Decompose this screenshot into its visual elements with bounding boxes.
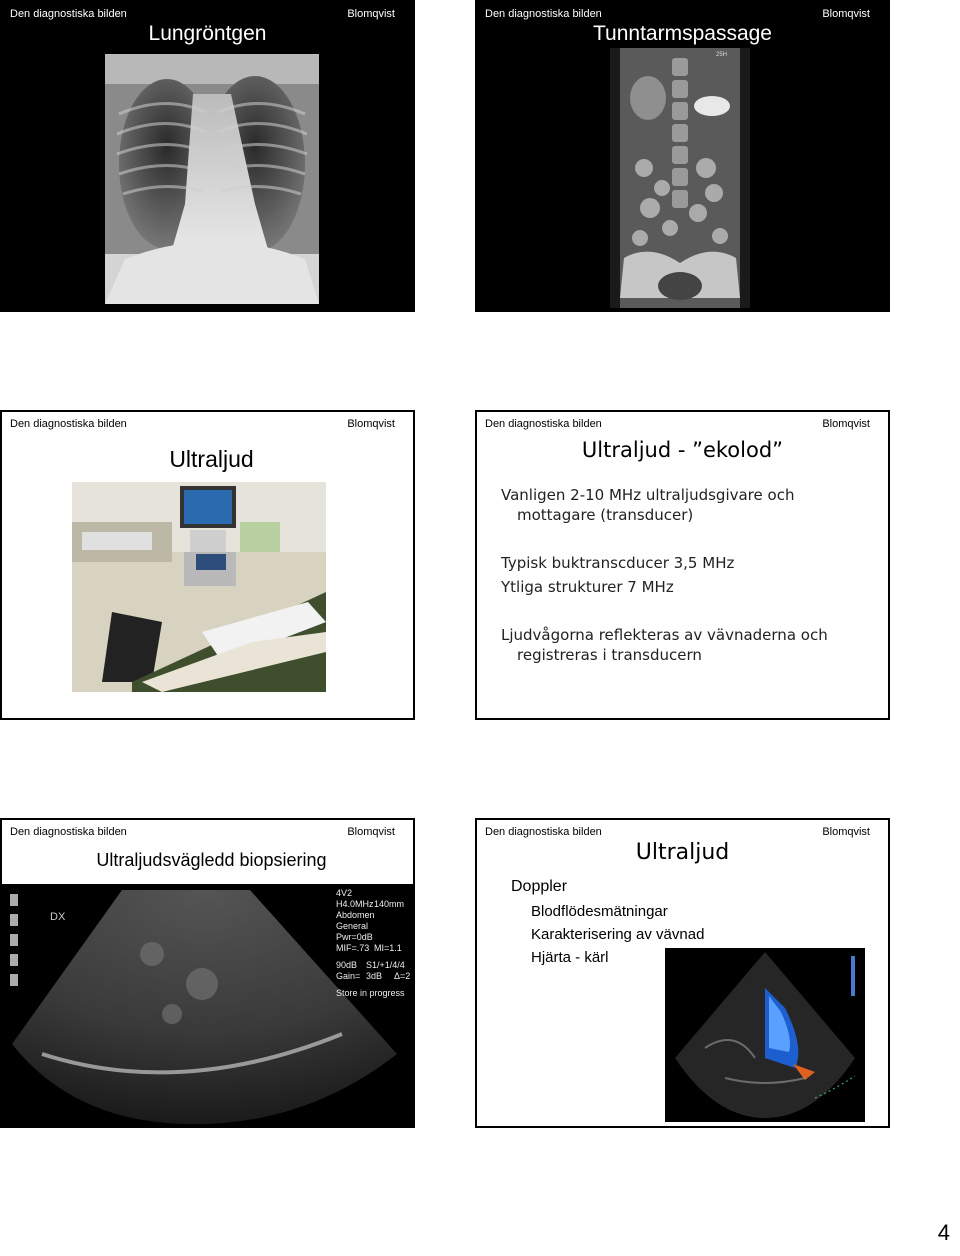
slide-title: Ultraljudsvägledd biopsiering — [96, 850, 327, 870]
us-param: MI=1.1 — [374, 943, 402, 953]
slide-tunntarmspassage — [475, 0, 890, 312]
bullet-line: Ytliga strukturer 7 MHz — [501, 578, 674, 596]
slide-lungrontgen — [0, 0, 415, 312]
slide-title: Lungröntgen — [148, 22, 267, 45]
item-line: Blodflödesmätningar — [531, 903, 668, 920]
abdominal-xray-image — [610, 48, 750, 308]
ultrasound-label: DX — [50, 911, 66, 923]
ultrasound-room-photo — [72, 482, 326, 692]
us-param: 3dB — [366, 971, 383, 981]
slide-title: Ultraljud — [169, 446, 254, 472]
slide-title: Tunntarmspassage — [593, 22, 772, 45]
item-line: Hjärta - kärl — [531, 949, 609, 966]
us-param: Abdomen — [336, 910, 375, 920]
us-param: S1/+1/4/4 — [366, 960, 405, 970]
us-param: MIF=.73 — [336, 943, 370, 953]
us-param: 4V2 — [336, 888, 353, 898]
ultrasound-image — [2, 884, 413, 1128]
us-param: H4.0MHz — [336, 899, 374, 909]
chest-xray-image — [105, 54, 319, 304]
item-line: Karakterisering av vävnad — [531, 926, 705, 943]
slide-ultraljud-doppler — [475, 818, 890, 1128]
us-param: General — [336, 921, 369, 931]
bullet-line: Vanligen 2-10 MHz ultraljudsgivare och — [501, 486, 795, 504]
bullet-line: Typisk buktranscducer 3,5 MHz — [501, 554, 735, 572]
slide-header-left: Den diagnostiska bilden — [10, 8, 127, 20]
page-number: 4 — [937, 1220, 950, 1245]
us-param: Δ=2 — [394, 971, 411, 981]
slide-header-left: Den diagnostiska bilden — [485, 8, 602, 20]
slide-header-left: Den diagnostiska bilden — [485, 418, 602, 430]
us-param: 90dB — [336, 960, 358, 970]
slide-header-left: Den diagnostiska bilden — [10, 418, 127, 430]
slide-header-right: Blomqvist — [822, 8, 870, 20]
slide-ultraljud-room — [0, 410, 415, 720]
xray-marker: 25H — [716, 52, 728, 58]
us-param: 140mm — [374, 899, 405, 909]
section-heading: Doppler — [511, 878, 568, 895]
slide-header-right: Blomqvist — [822, 418, 870, 430]
slide-header-right: Blomqvist — [822, 826, 870, 838]
slide-biopsiering — [0, 818, 415, 1128]
us-param: Gain= — [336, 971, 361, 981]
slide-header-left: Den diagnostiska bilden — [485, 826, 602, 838]
bullet-line: registreras i transducern — [517, 646, 702, 664]
bullet-line: mottagare (transducer) — [517, 506, 694, 524]
slide-title: Ultraljud - ”ekolod” — [581, 438, 784, 462]
doppler-image — [665, 948, 865, 1122]
bullet-line: Ljudvågorna reflekteras av vävnaderna och — [501, 626, 828, 644]
slide-header-right: Blomqvist — [347, 418, 395, 430]
slide-ultraljud-ekolod — [475, 410, 890, 720]
slide-header-right: Blomqvist — [347, 8, 395, 20]
slide-header-right: Blomqvist — [347, 826, 395, 838]
slide-header-left: Den diagnostiska bilden — [10, 826, 127, 838]
us-param: Pwr=0dB — [336, 932, 373, 942]
slide-title: Ultraljud — [635, 840, 730, 865]
us-param: Store in progress — [336, 988, 405, 998]
